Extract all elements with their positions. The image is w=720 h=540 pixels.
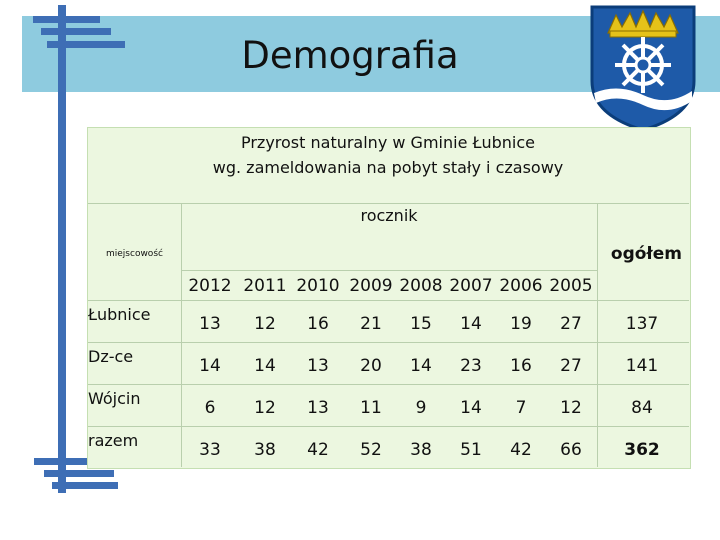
row-locality-name: Łubnice (88, 305, 151, 324)
deco-bar (47, 41, 125, 48)
table-cell: 19 (510, 314, 532, 334)
year-header-cell: 2009 (349, 276, 393, 296)
table-cell: 38 (254, 440, 276, 460)
table-cell: 13 (307, 356, 329, 376)
grid-line (181, 270, 597, 271)
table-cell: 14 (410, 356, 432, 376)
grid-line (88, 300, 689, 301)
year-header-cell: 2008 (399, 276, 443, 296)
table-caption-line-1: Przyrost naturalny w Gminie Łubnice (240, 133, 536, 152)
table-cell: 6 (204, 398, 216, 418)
year-header-cell: 2005 (549, 276, 593, 296)
grid-line (88, 384, 689, 385)
table-cell: 7 (515, 398, 527, 418)
table-cell: 23 (460, 356, 482, 376)
table-cell: 33 (199, 440, 221, 460)
grid-line (181, 203, 182, 467)
row-total-cell: 137 (625, 314, 659, 334)
table-cell: 12 (254, 314, 276, 334)
table-cell: 13 (199, 314, 221, 334)
locality-header: miejscowość (106, 249, 163, 259)
table-cell: 20 (360, 356, 382, 376)
table-cell: 27 (560, 356, 582, 376)
grid-line (88, 426, 689, 427)
table-cell: 16 (307, 314, 329, 334)
table-cell: 42 (510, 440, 532, 460)
table-cell: 14 (460, 398, 482, 418)
coat-of-arms-emblem (588, 3, 698, 133)
year-header-cell: 2006 (499, 276, 543, 296)
grid-line (88, 203, 689, 204)
table-cell: 14 (199, 356, 221, 376)
total-header: ogółem (610, 244, 682, 264)
table-cell: 15 (410, 314, 432, 334)
row-locality-name: Dz-ce (88, 347, 134, 366)
year-header-cell: 2007 (449, 276, 493, 296)
table-cell: 14 (254, 356, 276, 376)
row-total-cell: 362 (624, 440, 660, 460)
row-locality-name: razem (88, 431, 139, 450)
table-cell: 38 (410, 440, 432, 460)
table-cell: 21 (360, 314, 382, 334)
table-caption (87, 130, 689, 180)
table-cell: 12 (254, 398, 276, 418)
table-cell: 16 (510, 356, 532, 376)
table-cell: 14 (460, 314, 482, 334)
deco-bar (44, 470, 114, 477)
deco-bar (52, 482, 118, 489)
table-cell: 51 (460, 440, 482, 460)
row-total-cell: 84 (631, 398, 653, 418)
table-cell: 11 (360, 398, 382, 418)
deco-bar (41, 28, 111, 35)
table-cell: 9 (415, 398, 427, 418)
year-header-cell: 2012 (188, 276, 232, 296)
year-header-cell: 2011 (243, 276, 287, 296)
row-locality-name: Wójcin (88, 389, 141, 408)
table-caption-line-2: wg. zameldowania na pobyt stały i czasowy (212, 158, 564, 177)
table-cell: 13 (307, 398, 329, 418)
grid-line (88, 342, 689, 343)
table-cell: 42 (307, 440, 329, 460)
grid-line (597, 203, 598, 467)
deco-bar (33, 16, 100, 23)
year-header-cell: 2010 (296, 276, 340, 296)
table-cell: 27 (560, 314, 582, 334)
slide-title: Demografia (241, 34, 459, 77)
table-cell: 66 (560, 440, 582, 460)
deco-vertical-bar (58, 5, 66, 493)
table-cell: 12 (560, 398, 582, 418)
row-total-cell: 141 (625, 356, 659, 376)
table-cell: 52 (360, 440, 382, 460)
year-group-header: rocznik (360, 206, 418, 225)
